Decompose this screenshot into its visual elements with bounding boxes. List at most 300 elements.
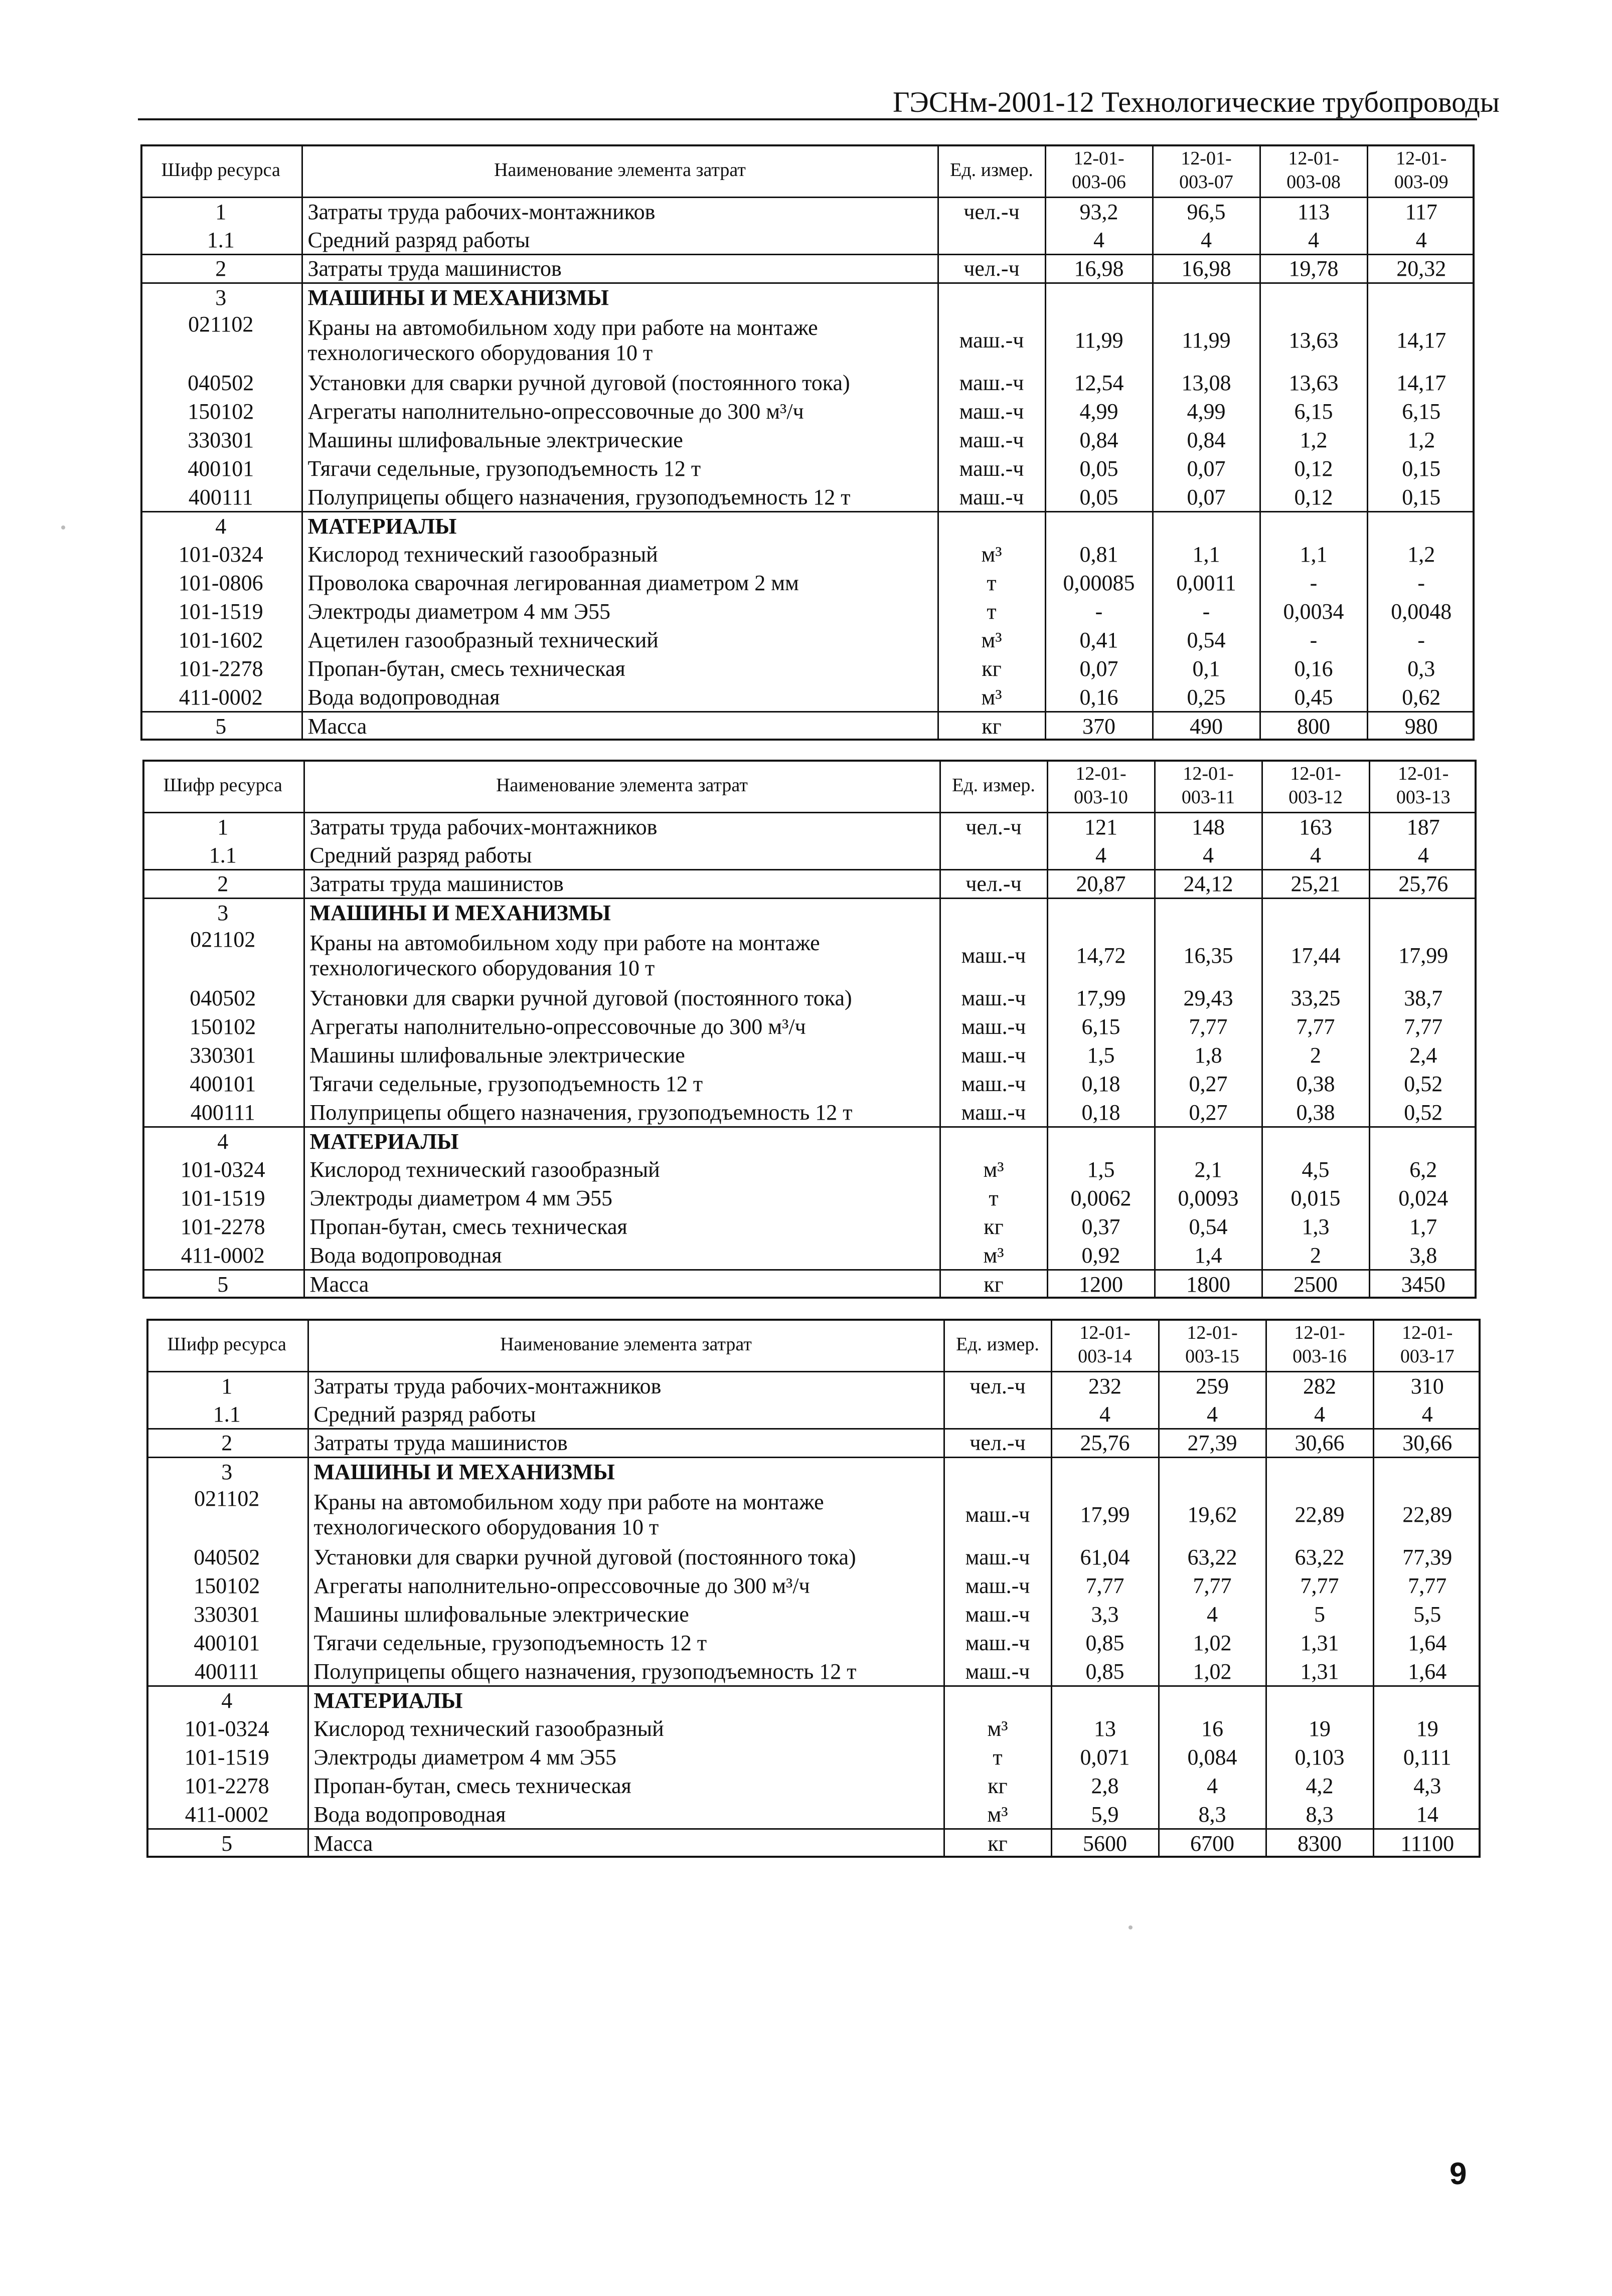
resource-code: 101-1519 bbox=[142, 1184, 304, 1213]
cost-element-name: Пропан-бутан, смесь техническая bbox=[304, 1213, 940, 1242]
unit-of-measure: маш.-ч bbox=[940, 1013, 1047, 1041]
section-title: МАТЕРИАЛЫ bbox=[304, 1127, 940, 1156]
unit-of-measure: маш.-ч bbox=[940, 1099, 1047, 1127]
cost-element-name: Агрегаты наполнительно-опрессовочные до 300 м³/ч bbox=[308, 1572, 944, 1601]
norm-value: 2 bbox=[1262, 1242, 1369, 1270]
norm-value: 310 bbox=[1410, 1374, 1444, 1399]
norm-value: 1,31 bbox=[1266, 1658, 1373, 1686]
cost-element-name: Краны на автомобильном ходу при работе на монтаже технологического оборудования 10 т bbox=[304, 927, 940, 984]
unit-of-measure: чел.-ч bbox=[938, 255, 1045, 283]
scan-speck bbox=[1129, 1925, 1133, 1929]
header-name: Наименование элемента затрат bbox=[308, 1319, 944, 1372]
resource-code: 101-2278 bbox=[142, 1213, 304, 1242]
cost-element-name: Агрегаты наполнительно-опрессовочные до 300 м³/ч bbox=[304, 1013, 940, 1041]
norm-value: 2 bbox=[1262, 1041, 1369, 1070]
unit-of-measure: м³ bbox=[938, 626, 1045, 655]
norm-value: 19,62 bbox=[1159, 1486, 1266, 1543]
resource-code: 1 bbox=[140, 198, 302, 226]
unit-of-measure: маш.-ч bbox=[944, 1543, 1051, 1572]
cost-element-name: Машины шлифовальные электрические bbox=[302, 426, 938, 455]
norm-value: 0,27 bbox=[1155, 1070, 1262, 1099]
table-frame bbox=[142, 760, 1477, 1299]
norm-value: 4 bbox=[1373, 1400, 1481, 1429]
norm-value: 1,4 bbox=[1155, 1242, 1262, 1270]
resource-code: 400111 bbox=[142, 1099, 304, 1127]
resource-code: 3 bbox=[142, 899, 304, 927]
cost-element-name: Кислород технический газообразный bbox=[304, 1156, 940, 1184]
header-norm-code: 12-01- 003-16 bbox=[1266, 1319, 1373, 1372]
unit-of-measure: кг bbox=[944, 1829, 1051, 1858]
cost-element-name: Пропан-бутан, смесь техническая bbox=[308, 1772, 944, 1801]
norm-value: 2,8 bbox=[1051, 1772, 1159, 1801]
unit-of-measure: маш.-ч bbox=[940, 927, 1047, 984]
header-norm-code: 12-01- 003-15 bbox=[1159, 1319, 1266, 1372]
norm-value: 19,78 bbox=[1260, 255, 1367, 283]
cost-element-name: Полуприцепы общего назначения, грузоподъемность 12 т bbox=[302, 483, 938, 512]
norm-value: 0,05 bbox=[1045, 455, 1153, 483]
norm-value: 8300 bbox=[1266, 1829, 1373, 1858]
unit-of-measure: маш.-ч bbox=[944, 1658, 1051, 1686]
cost-element-name: Тягачи седельные, грузоподъемность 12 т bbox=[308, 1629, 944, 1658]
resource-code: 5 bbox=[142, 1270, 304, 1299]
unit-of-measure: кг bbox=[938, 712, 1045, 741]
norm-value: 187 bbox=[1406, 815, 1440, 840]
norm-value: 0,38 bbox=[1262, 1070, 1369, 1099]
norm-value: 6,15 bbox=[1260, 398, 1367, 426]
unit-of-measure: маш.-ч bbox=[938, 426, 1045, 455]
header-unit: Ед. измер. bbox=[944, 1319, 1051, 1372]
norm-value: 1,1 bbox=[1153, 541, 1260, 569]
norm-value: 0,81 bbox=[1045, 541, 1153, 569]
norm-value: 30,66 bbox=[1373, 1429, 1481, 1458]
resource-code: 1.1 bbox=[146, 1400, 308, 1429]
cost-element-name: Тягачи седельные, грузоподъемность 12 т bbox=[304, 1070, 940, 1099]
resource-code: 2 bbox=[142, 870, 304, 899]
norm-value: 259 bbox=[1159, 1372, 1266, 1400]
norm-value: 13 bbox=[1051, 1715, 1159, 1743]
resource-code: 101-1519 bbox=[140, 598, 302, 626]
resource-code: 400101 bbox=[140, 455, 302, 483]
norm-value: 5,5 bbox=[1413, 1602, 1441, 1627]
header-unit: Ед. измер. bbox=[938, 144, 1045, 198]
norm-value: 11,99 bbox=[1045, 312, 1153, 369]
norm-value: 14,72 bbox=[1047, 927, 1155, 984]
norm-value: 4 bbox=[1260, 226, 1367, 255]
header-norm-code: 12-01- 003-14 bbox=[1051, 1319, 1159, 1372]
norm-value: 0,84 bbox=[1045, 426, 1153, 455]
resource-code: 101-2278 bbox=[146, 1772, 308, 1801]
norm-value: 12,54 bbox=[1045, 369, 1153, 398]
norm-value: 4 bbox=[1266, 1400, 1373, 1429]
norm-value: 4,2 bbox=[1266, 1772, 1373, 1801]
resource-code: 1.1 bbox=[142, 841, 304, 870]
header-norm-code: 12-01- 003-06 bbox=[1045, 144, 1153, 198]
norm-value: 0,3 bbox=[1407, 656, 1435, 681]
resource-code: 5 bbox=[146, 1829, 308, 1858]
cost-element-name: Проволока сварочная легированная диаметром 2 мм bbox=[302, 569, 938, 598]
cost-element-name: Электроды диаметром 4 мм Э55 bbox=[302, 598, 938, 626]
resource-code: 4 bbox=[146, 1686, 308, 1715]
norm-value: 0,024 bbox=[1398, 1186, 1448, 1211]
norm-value: 4 bbox=[1367, 226, 1475, 255]
norm-value: 3450 bbox=[1401, 1272, 1445, 1297]
norm-value: 3,8 bbox=[1369, 1242, 1477, 1270]
resource-code: 101-0324 bbox=[142, 1156, 304, 1184]
norm-value: 1,64 bbox=[1373, 1658, 1481, 1686]
norm-value: 16 bbox=[1159, 1715, 1266, 1743]
norm-value: 0,16 bbox=[1260, 655, 1367, 683]
header-norm-code: 12-01- 003-09 bbox=[1367, 144, 1475, 198]
norm-value: 1,31 bbox=[1266, 1629, 1373, 1658]
unit-of-measure: маш.-ч bbox=[944, 1486, 1051, 1543]
norm-value: 7,77 bbox=[1408, 1573, 1447, 1599]
norm-value: 6,15 bbox=[1047, 1013, 1155, 1041]
cost-element-name: Машины шлифовальные электрические bbox=[304, 1041, 940, 1070]
cost-element-name: Масса bbox=[308, 1829, 944, 1858]
norm-value: 232 bbox=[1051, 1372, 1159, 1400]
norm-value: 0,25 bbox=[1153, 683, 1260, 712]
scan-speck bbox=[61, 525, 65, 529]
norm-value: 0,62 bbox=[1367, 683, 1475, 712]
norm-value: 1,8 bbox=[1155, 1041, 1262, 1070]
norm-value: 4 bbox=[1045, 226, 1153, 255]
norm-value: 8,3 bbox=[1159, 1801, 1266, 1829]
cost-element-name: Полуприцепы общего назначения, грузоподъемность 12 т bbox=[304, 1099, 940, 1127]
norm-value: 0,52 bbox=[1369, 1099, 1477, 1127]
resource-code: 101-0324 bbox=[146, 1715, 308, 1743]
norm-value: 1,1 bbox=[1260, 541, 1367, 569]
cost-element-name: Кислород технический газообразный bbox=[308, 1715, 944, 1743]
unit-of-measure: чел.-ч bbox=[940, 870, 1047, 899]
unit-of-measure: т bbox=[940, 1184, 1047, 1213]
norm-value: 4 bbox=[1159, 1400, 1266, 1429]
norm-value: 4 bbox=[1051, 1400, 1159, 1429]
norm-value: 6,15 bbox=[1402, 399, 1441, 424]
resource-code: 2 bbox=[140, 255, 302, 283]
norm-value: 6,2 bbox=[1409, 1157, 1437, 1182]
unit-of-measure: маш.-ч bbox=[944, 1572, 1051, 1601]
header-code: Шифр ресурса bbox=[142, 760, 304, 813]
norm-value: 0,16 bbox=[1045, 683, 1153, 712]
norm-value: - bbox=[1153, 598, 1260, 626]
norm-value: 4 bbox=[1369, 841, 1477, 870]
norm-value: 5,9 bbox=[1051, 1801, 1159, 1829]
norm-value: 17,99 bbox=[1051, 1486, 1159, 1543]
cost-element-name: Вода водопроводная bbox=[308, 1801, 944, 1829]
unit-of-measure: м³ bbox=[938, 541, 1045, 569]
table-frame bbox=[140, 144, 1475, 741]
header-rule bbox=[138, 118, 1477, 120]
header-norm-code: 12-01- 003-12 bbox=[1262, 760, 1369, 813]
resource-code: 101-2278 bbox=[140, 655, 302, 683]
norm-value: 0,84 bbox=[1153, 426, 1260, 455]
unit-of-measure: м³ bbox=[940, 1242, 1047, 1270]
cost-element-name: Пропан-бутан, смесь техническая bbox=[302, 655, 938, 683]
page-number: 9 bbox=[1449, 2157, 1467, 2191]
norm-value: 0,18 bbox=[1047, 1099, 1155, 1127]
norm-value: 17,44 bbox=[1262, 927, 1369, 984]
cost-element-name: Затраты труда машинистов bbox=[302, 255, 938, 283]
unit-of-measure: м³ bbox=[944, 1801, 1051, 1829]
unit-of-measure: маш.-ч bbox=[944, 1629, 1051, 1658]
resource-code: 040502 bbox=[146, 1543, 308, 1572]
resource-code: 411-0002 bbox=[146, 1801, 308, 1829]
norm-value: 14 bbox=[1373, 1801, 1481, 1829]
header-norm-code: 12-01- 003-17 bbox=[1373, 1319, 1481, 1372]
norm-value: 1,02 bbox=[1159, 1629, 1266, 1658]
norm-value: 24,12 bbox=[1155, 870, 1262, 899]
norm-value: 0,1 bbox=[1153, 655, 1260, 683]
header-norm-code: 12-01- 003-08 bbox=[1260, 144, 1367, 198]
norm-value: 93,2 bbox=[1045, 198, 1153, 226]
norm-value: 77,39 bbox=[1402, 1545, 1453, 1570]
unit-of-measure: кг bbox=[940, 1270, 1047, 1299]
norm-value: 148 bbox=[1155, 813, 1262, 841]
section-title: МАТЕРИАЛЫ bbox=[302, 512, 938, 541]
cost-element-name: Полуприцепы общего назначения, грузоподъемность 12 т bbox=[308, 1658, 944, 1686]
norm-value: - bbox=[1417, 571, 1425, 596]
cost-element-name: Затраты труда машинистов bbox=[308, 1429, 944, 1458]
resource-code: 411-0002 bbox=[140, 683, 302, 712]
norm-value: - bbox=[1260, 626, 1367, 655]
norm-value: 13,63 bbox=[1260, 312, 1367, 369]
unit-of-measure: маш.-ч bbox=[944, 1601, 1051, 1629]
cost-element-name: Машины шлифовальные электрические bbox=[308, 1601, 944, 1629]
unit-of-measure: т bbox=[944, 1743, 1051, 1772]
cost-element-name: Установки для сварки ручной дуговой (постоянного тока) bbox=[308, 1543, 944, 1572]
resource-code: 021102 bbox=[146, 1486, 308, 1543]
norm-value: - bbox=[1417, 628, 1425, 653]
norm-value: 1,2 bbox=[1407, 542, 1435, 567]
norm-value: - bbox=[1260, 569, 1367, 598]
norm-value: 0,084 bbox=[1159, 1743, 1266, 1772]
norm-value: 7,77 bbox=[1262, 1013, 1369, 1041]
norm-value: 0,18 bbox=[1047, 1070, 1155, 1099]
resource-code: 330301 bbox=[146, 1601, 308, 1629]
norm-value: 0,07 bbox=[1045, 655, 1153, 683]
norm-value: 1800 bbox=[1155, 1270, 1262, 1299]
unit-of-measure: маш.-ч bbox=[940, 1041, 1047, 1070]
norm-value: 0,00085 bbox=[1045, 569, 1153, 598]
norm-value: 38,7 bbox=[1404, 986, 1443, 1011]
header-norm-code: 12-01- 003-07 bbox=[1153, 144, 1260, 198]
cost-element-name: Средний разряд работы bbox=[302, 226, 938, 255]
resource-code: 040502 bbox=[142, 984, 304, 1013]
norm-value: 0,85 bbox=[1051, 1658, 1159, 1686]
unit-of-measure: маш.-ч bbox=[938, 369, 1045, 398]
section-title: МАТЕРИАЛЫ bbox=[308, 1686, 944, 1715]
norm-value: 8,3 bbox=[1266, 1801, 1373, 1829]
cost-element-name: Краны на автомобильном ходу при работе на монтаже технологического оборудования 10 т bbox=[308, 1486, 944, 1543]
norm-value: 63,22 bbox=[1159, 1543, 1266, 1572]
cost-element-name: Средний разряд работы bbox=[308, 1400, 944, 1429]
norm-value: 25,76 bbox=[1369, 870, 1477, 899]
norm-value: 0,0062 bbox=[1047, 1184, 1155, 1213]
cost-element-name: Тягачи седельные, грузоподъемность 12 т bbox=[302, 455, 938, 483]
resource-code: 040502 bbox=[140, 369, 302, 398]
resource-code: 101-0324 bbox=[140, 541, 302, 569]
norm-value: 800 bbox=[1260, 712, 1367, 741]
cost-element-name: Установки для сварки ручной дуговой (постоянного тока) bbox=[304, 984, 940, 1013]
norm-value: 4,99 bbox=[1045, 398, 1153, 426]
unit-of-measure: кг bbox=[944, 1772, 1051, 1801]
resource-code: 330301 bbox=[140, 426, 302, 455]
unit-of-measure: м³ bbox=[938, 683, 1045, 712]
norm-value: 6700 bbox=[1159, 1829, 1266, 1858]
cost-element-name: Затраты труда рабочих-монтажников bbox=[302, 198, 938, 226]
cost-element-name: Вода водопроводная bbox=[302, 683, 938, 712]
norm-value: 0,12 bbox=[1260, 483, 1367, 512]
norm-value: 4 bbox=[1159, 1772, 1266, 1801]
norm-value: 7,77 bbox=[1155, 1013, 1262, 1041]
resource-code: 101-1519 bbox=[146, 1743, 308, 1772]
norm-value: 0,0011 bbox=[1153, 569, 1260, 598]
header-name: Наименование элемента затрат bbox=[302, 144, 938, 198]
norm-value: 4,99 bbox=[1153, 398, 1260, 426]
cost-element-name: Установки для сварки ручной дуговой (постоянного тока) bbox=[302, 369, 938, 398]
norm-value: 0,0093 bbox=[1155, 1184, 1262, 1213]
resource-code: 400111 bbox=[146, 1658, 308, 1686]
unit-of-measure: чел.-ч bbox=[940, 813, 1047, 841]
norm-value: - bbox=[1045, 598, 1153, 626]
unit-of-measure: т bbox=[938, 569, 1045, 598]
cost-element-name: Электроды диаметром 4 мм Э55 bbox=[308, 1743, 944, 1772]
norm-value: 16,98 bbox=[1153, 255, 1260, 283]
norm-value: 7,77 bbox=[1159, 1572, 1266, 1601]
norm-value: 19 bbox=[1416, 1716, 1438, 1741]
norm-value: 1,5 bbox=[1047, 1041, 1155, 1070]
norm-value: 1,3 bbox=[1262, 1213, 1369, 1242]
unit-of-measure: чел.-ч bbox=[938, 198, 1045, 226]
norm-value: 1,02 bbox=[1159, 1658, 1266, 1686]
cost-element-name: Ацетилен газообразный технический bbox=[302, 626, 938, 655]
norm-value: 96,5 bbox=[1153, 198, 1260, 226]
norm-value: 0,15 bbox=[1367, 483, 1475, 512]
norm-value: 30,66 bbox=[1266, 1429, 1373, 1458]
norm-value: 121 bbox=[1047, 813, 1155, 841]
norm-value: 5600 bbox=[1051, 1829, 1159, 1858]
norm-value: 0,52 bbox=[1404, 1072, 1443, 1097]
norm-value: 0,0048 bbox=[1391, 599, 1452, 624]
norm-value: 282 bbox=[1266, 1372, 1373, 1400]
resource-code: 101-0806 bbox=[140, 569, 302, 598]
section-title: МАШИНЫ И МЕХАНИЗМЫ bbox=[308, 1458, 944, 1486]
resource-code: 5 bbox=[140, 712, 302, 741]
norm-value: 29,43 bbox=[1155, 984, 1262, 1013]
resource-code: 021102 bbox=[142, 927, 304, 984]
norm-value: 0,45 bbox=[1260, 683, 1367, 712]
cost-element-name: Краны на автомобильном ходу при работе на монтаже технологического оборудования 10 т bbox=[302, 312, 938, 369]
resource-code: 1.1 bbox=[140, 226, 302, 255]
header-name: Наименование элемента затрат bbox=[304, 760, 940, 813]
cost-element-name: Масса bbox=[302, 712, 938, 741]
norm-value: 16,35 bbox=[1155, 927, 1262, 984]
resource-code: 101-1602 bbox=[140, 626, 302, 655]
norm-value: 0,015 bbox=[1262, 1184, 1369, 1213]
norm-value: 0,07 bbox=[1153, 455, 1260, 483]
unit-of-measure: чел.-ч bbox=[944, 1372, 1051, 1400]
norm-value: 4 bbox=[1153, 226, 1260, 255]
norm-value: 0,12 bbox=[1260, 455, 1367, 483]
norm-value: 2500 bbox=[1262, 1270, 1369, 1299]
cost-element-name: Затраты труда рабочих-монтажников bbox=[304, 813, 940, 841]
norm-value: 7,77 bbox=[1266, 1572, 1373, 1601]
resource-code: 150102 bbox=[146, 1572, 308, 1601]
norm-value: 0,05 bbox=[1045, 483, 1153, 512]
norm-value: 0,111 bbox=[1403, 1745, 1452, 1770]
norm-value: 980 bbox=[1404, 714, 1438, 739]
cost-element-name: Агрегаты наполнительно-опрессовочные до 300 м³/ч bbox=[302, 398, 938, 426]
norm-value: 1,2 bbox=[1407, 428, 1435, 453]
norm-value: 163 bbox=[1262, 813, 1369, 841]
norm-value: 33,25 bbox=[1262, 984, 1369, 1013]
norm-value: 490 bbox=[1153, 712, 1260, 741]
norm-value: 4 bbox=[1262, 841, 1369, 870]
unit-of-measure: т bbox=[938, 598, 1045, 626]
cost-element-name: Затраты труда машинистов bbox=[304, 870, 940, 899]
norm-value: 4,5 bbox=[1262, 1156, 1369, 1184]
norm-value: 5 bbox=[1266, 1601, 1373, 1629]
norm-value: 1,64 bbox=[1408, 1631, 1447, 1656]
norm-value: 113 bbox=[1260, 198, 1367, 226]
norm-value: 0,41 bbox=[1045, 626, 1153, 655]
unit-of-measure: маш.-ч bbox=[940, 1070, 1047, 1099]
cost-element-name: Масса bbox=[304, 1270, 940, 1299]
unit-of-measure: маш.-ч bbox=[940, 984, 1047, 1013]
resource-code: 330301 bbox=[142, 1041, 304, 1070]
norm-value: 1,5 bbox=[1047, 1156, 1155, 1184]
unit-of-measure: маш.-ч bbox=[938, 312, 1045, 369]
resource-code: 400101 bbox=[142, 1070, 304, 1099]
unit-of-measure: маш.-ч bbox=[938, 483, 1045, 512]
norm-value: 0,54 bbox=[1153, 626, 1260, 655]
section-title: МАШИНЫ И МЕХАНИЗМЫ bbox=[304, 899, 940, 927]
norm-value: 0,07 bbox=[1153, 483, 1260, 512]
header-norm-code: 12-01- 003-10 bbox=[1047, 760, 1155, 813]
norm-value: 1,2 bbox=[1260, 426, 1367, 455]
norm-value: 20,87 bbox=[1047, 870, 1155, 899]
norm-value: 117 bbox=[1405, 200, 1437, 225]
resource-code: 3 bbox=[146, 1458, 308, 1486]
header-norm-code: 12-01- 003-13 bbox=[1369, 760, 1477, 813]
resource-code: 411-0002 bbox=[142, 1242, 304, 1270]
cost-element-name: Затраты труда рабочих-монтажников bbox=[308, 1372, 944, 1400]
resource-code: 1 bbox=[142, 813, 304, 841]
norm-value: 27,39 bbox=[1159, 1429, 1266, 1458]
norm-value: 0,103 bbox=[1266, 1743, 1373, 1772]
norm-value: 370 bbox=[1045, 712, 1153, 741]
norm-value: 4 bbox=[1159, 1601, 1266, 1629]
norm-value: 63,22 bbox=[1266, 1543, 1373, 1572]
unit-of-measure: кг bbox=[938, 655, 1045, 683]
norm-value: 17,99 bbox=[1398, 943, 1448, 968]
norm-value: 0,37 bbox=[1047, 1213, 1155, 1242]
norm-value: 1,7 bbox=[1409, 1214, 1437, 1240]
header-norm-code: 12-01- 003-11 bbox=[1155, 760, 1262, 813]
norm-value: 13,63 bbox=[1260, 369, 1367, 398]
norm-value: 4 bbox=[1047, 841, 1155, 870]
resource-code: 4 bbox=[142, 1127, 304, 1156]
section-title: МАШИНЫ И МЕХАНИЗМЫ bbox=[302, 283, 938, 312]
norm-value: 2,1 bbox=[1155, 1156, 1262, 1184]
resource-code: 150102 bbox=[142, 1013, 304, 1041]
norm-value: 0,15 bbox=[1402, 456, 1441, 481]
cost-element-name: Кислород технический газообразный bbox=[302, 541, 938, 569]
norm-value: 7,77 bbox=[1051, 1572, 1159, 1601]
header-unit: Ед. измер. bbox=[940, 760, 1047, 813]
unit-of-measure: кг bbox=[940, 1213, 1047, 1242]
norm-value: 4,3 bbox=[1413, 1774, 1441, 1799]
